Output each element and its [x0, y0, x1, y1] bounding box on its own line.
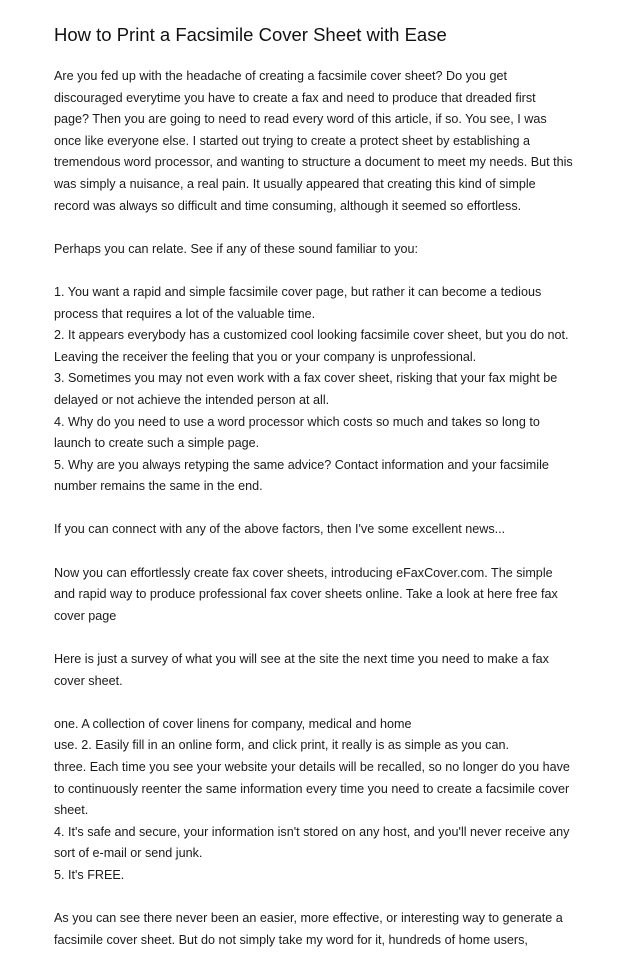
text-line: 2. It appears everybody has a customized cool looking facsimile cover sheet, but you do not.: [54, 328, 569, 343]
text-line: launch to create such a simple page.: [54, 436, 260, 451]
paragraph: [54, 563, 594, 628]
text-line: delayed or not achieve the intended person at all.: [54, 392, 330, 407]
text-line: Are you fed up with the headache of creating a facsimile cover sheet? Do you get: [54, 69, 507, 83]
text-line: discouraged everytime you have to create a fax and need to produce that dreaded first: [54, 90, 536, 105]
text-line: If you can connect with any of the above factors, then I've some excellent news...: [54, 522, 506, 537]
document-title: How to Print a Facsimile Cover Sheet with Ease: [54, 24, 447, 45]
text-line: 5. It's FREE.: [54, 867, 125, 882]
paragraph: [54, 908, 594, 951]
text-line: facsimile cover sheet. But do not simply take my word for it, hundreds of home users,: [54, 932, 528, 947]
document-body: [54, 66, 594, 951]
text-line: cover sheet.: [54, 673, 123, 688]
paragraph: [54, 239, 594, 261]
text-line: tremendous word processor, and wanting to structure a document to meet my needs. But this: [54, 155, 573, 170]
text-line: Here is just a survey of what you will see at the site the next time you need to make a fax: [54, 652, 549, 667]
text-line: sheet.: [54, 803, 89, 818]
text-line: number remains the same in the end.: [54, 479, 263, 494]
document-page: [54, 22, 594, 973]
paragraph: [54, 649, 594, 692]
text-line: sort of e-mail or send junk.: [54, 846, 203, 861]
paragraph: [54, 714, 594, 887]
text-line: process that requires a lot of the valuable time.: [54, 306, 316, 321]
text-line: and rapid way to produce professional fax cover sheets online. Take a look at here free fax: [54, 587, 558, 602]
text-line: three. Each time you see your website your details will be recalled, so no longer do you have: [54, 760, 570, 774]
text-line: Now you can effortlessly create fax cover sheets, introducing eFaxCover.com. The simple: [54, 565, 553, 580]
text-line: 3. Sometimes you may not even work with a fax cover sheet, risking that your fax might be: [54, 371, 558, 386]
paragraph: [54, 282, 594, 498]
text-line: 1. You want a rapid and simple facsimile cover page, but rather it can become a tedious: [54, 284, 542, 299]
text-line: 4. It's safe and secure, your information isn't stored on any host, and you'll never receive any: [54, 824, 570, 839]
text-line: 5. Why are you always retyping the same advice? Contact information and your facsimile: [54, 457, 549, 472]
text-line: use. 2. Easily fill in an online form, and click print, it really is as simple as you can.: [54, 738, 509, 753]
text-line: record was always so difficult and time consuming, although it seemed so effortless.: [54, 198, 522, 213]
text-line: 4. Why do you need to use a word processor which costs so much and takes so long to: [54, 414, 540, 429]
text-line: Leaving the receiver the feeling that you or your company is unprofessional.: [54, 349, 477, 364]
text-line: Perhaps you can relate. See if any of these sound familiar to you:: [54, 241, 419, 256]
text-line: page? Then you are going to need to read every word of this article, if so. You see, I was: [54, 112, 547, 127]
text-line: one. A collection of cover linens for company, medical and home: [54, 716, 412, 731]
text-line: cover page: [54, 608, 117, 623]
text-line: once like everyone else. I started out trying to create a protect sheet by establishing a: [54, 133, 531, 148]
text-line: was simply a nuisance, a real pain. It usually appeared that creating this kind of simple: [54, 176, 536, 191]
text-line: to continuously reenter the same information every time you need to create a facsimile cover: [54, 781, 570, 796]
text-line: As you can see there never been an easier, more effective, or interesting way to generate a: [54, 911, 563, 926]
paragraph: [54, 66, 594, 217]
paragraph: [54, 519, 594, 541]
